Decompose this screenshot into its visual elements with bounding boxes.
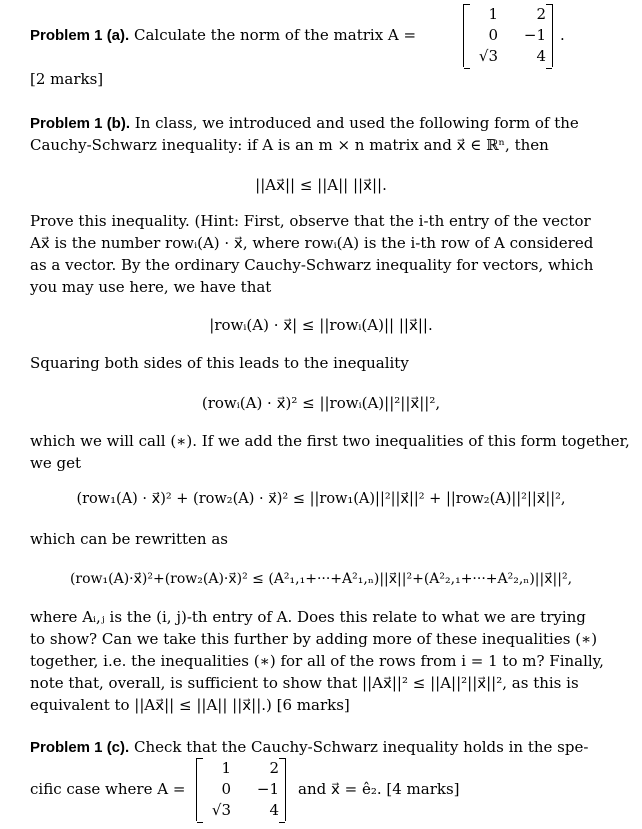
p1b-label: Problem 1 (b). — [30, 115, 131, 132]
matrix-row — [470, 25, 546, 46]
matrix-row — [470, 4, 546, 25]
matrix-row — [203, 779, 279, 800]
matrix-cell: 1 — [221, 759, 231, 777]
p1b-line2: Cauchy-Schwarz inequality: if A is an m × n matrix and x⃗ ∈ ℝⁿ, then — [30, 136, 549, 154]
p1b-line4: Ax⃗ is the number rowᵢ(A) · x⃗, where rowᵢ(A) is the i-th row of A considered — [30, 234, 594, 252]
p1b-line14: note that, overall, is sufficient to show that ||Ax⃗||² ≤ ||A||²||x⃗||², as this is — [30, 674, 579, 692]
p1a-label: Problem 1 (a). — [30, 27, 130, 44]
p1b-line9: we get — [30, 454, 81, 472]
p1b-line3: Prove this inequality. (Hint: First, observe that the i-th entry of the vector — [30, 212, 591, 230]
p1b-line10: which can be rewritten as — [30, 530, 229, 548]
p1b-line15: equivalent to ||Ax⃗|| ≤ ||A|| ||x⃗||.) [6 marks] — [30, 696, 350, 714]
matrix-cell: 2 — [269, 759, 279, 777]
equation-1: ||Ax⃗|| ≤ ||A|| ||x⃗||. — [255, 176, 387, 194]
p1a-period: . — [560, 26, 565, 44]
matrix-row — [203, 800, 279, 821]
p1b-text: In class, we introduced and used the following form of the — [134, 114, 579, 132]
p1b-line13: together, i.e. the inequalities (∗) for all of the rows from i = 1 to m? Finally, — [30, 652, 604, 670]
matrix-cell: 2 — [536, 5, 546, 23]
matrix-cell: 4 — [536, 47, 546, 65]
matrix-row — [203, 758, 279, 779]
matrix-cell: 0 — [488, 26, 498, 44]
equation-5: (row₁(A)·x⃗)²+(row₂(A)·x⃗)² ≤ (A²₁,₁+···+A²₁,ₙ)||x⃗||²+(A²₂,₁+···+A²₂,ₙ)||x⃗||², — [69, 571, 573, 587]
p1b-line8: which we will call (∗). If we add the first two inequalities of this form together, — [30, 432, 630, 450]
matrix-a-1c — [196, 758, 286, 821]
p1c-text: Check that the Cauchy-Schwarz inequality holds in the spe- — [133, 738, 589, 756]
p1a-text: Calculate the norm of the matrix A = — [133, 26, 417, 44]
matrix-cell: √3 — [211, 801, 231, 819]
equation-3: (rowᵢ(A) · x⃗)² ≤ ||rowᵢ(A)||²||x⃗||², — [201, 394, 441, 412]
matrix-cell: 4 — [269, 801, 279, 819]
equation-4: (row₁(A) · x⃗)² + (row₂(A) · x⃗)² ≤ ||row₁(A)||²||x⃗||² + ||row₂(A)||²||x⃗||², — [76, 491, 566, 507]
p1c-line1 — [30, 736, 588, 759]
p1c-line2a: cific case where A = — [30, 780, 186, 798]
p1b-line6: you may use here, we have that — [30, 278, 272, 296]
p1b-line12: to show? Can we take this further by adding more of these inequalities (∗) — [30, 630, 598, 648]
p1b-line7: Squaring both sides of this leads to the inequality — [30, 354, 409, 372]
matrix-row — [470, 46, 546, 67]
p1c-line2b: and x⃗ = ê₂. [4 marks] — [298, 780, 460, 798]
matrix-cell: 1 — [488, 5, 498, 23]
p1b-line5: as a vector. By the ordinary Cauchy-Schwarz inequality for vectors, which — [30, 256, 594, 274]
matrix-cell: −1 — [523, 26, 546, 44]
p1a-line — [30, 24, 416, 47]
p1b-line11: where Aᵢ,ⱼ is the (i, j)-th entry of A. Does this relate to what we are trying — [30, 608, 586, 626]
matrix-cell: −1 — [256, 780, 279, 798]
equation-2: |rowᵢ(A) · x⃗| ≤ ||rowᵢ(A)|| ||x⃗||. — [209, 316, 433, 334]
matrix-cell: √3 — [478, 47, 498, 65]
p1b-line1 — [30, 112, 579, 135]
matrix-cell: 0 — [221, 780, 231, 798]
p1a-marks: [2 marks] — [30, 70, 104, 88]
matrix-a-1a — [463, 4, 553, 67]
p1c-label: Problem 1 (c). — [30, 739, 130, 756]
